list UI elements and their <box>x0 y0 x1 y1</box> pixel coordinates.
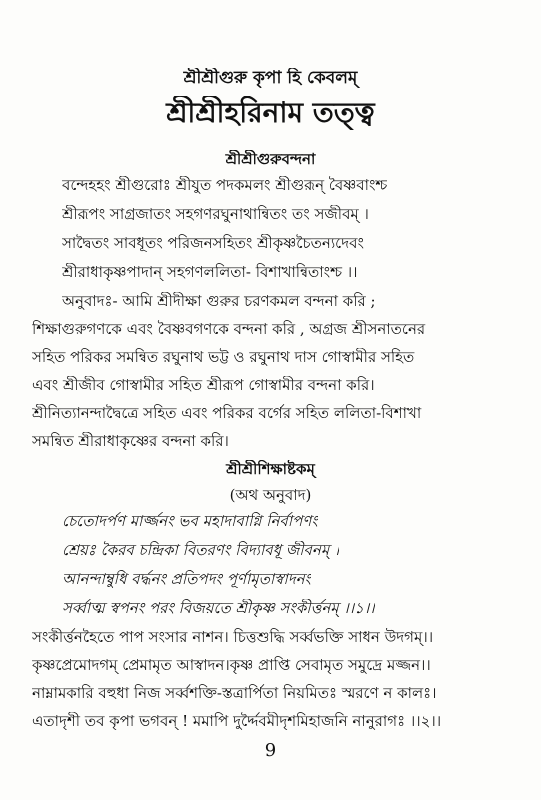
translation-line: সমন্বিত শ্রীরাধাকৃষ্ণের বন্দনা করি। <box>32 432 229 450</box>
translation-line: নাম্নামকারি বহুধা নিজ সর্ব্বশক্তি-স্তত্রার্পিতা নিয়মিতঃ স্মরণে ন কালঃ। <box>32 684 437 702</box>
verse-line: সর্ব্বাত্ম স্বপনং পরং বিজয়তে শ্রীকৃষ্ণ সংকীর্ত্তনম্ ।।১।। <box>62 599 375 617</box>
page-title: শ্রীশ্রীহরিনাম তত্ত্ব <box>166 96 375 129</box>
verse-line: শ্রীরাধাকৃষ্ণপাদান্ সহগণললিতা- বিশাখান্বিতাংশ্চ ।। <box>62 263 358 281</box>
verse-line: আনন্দাম্বুধি বর্দ্ধনং প্রতিপদং পূর্ণামৃতাস্বাদনং <box>62 570 311 588</box>
translation-line: সহিত পরিকর সমন্বিত রঘুনাথ ভট্ট ও রঘুনাথ দাস গোস্বামীর সহিত <box>32 348 415 366</box>
section-subtitle: (অথ অনুবাদ) <box>229 486 312 504</box>
verse-line: শ্রেয়ঃ কৈরব চন্দ্রিকা বিতরণং বিদ্যাবধূ জীবনম্ । <box>62 541 340 559</box>
translation-line: শিক্ষাগুরুগণকে এবং বৈষ্ণবগণকে বন্দনা করি , অগ্রজ শ্রীসনাতনের <box>32 320 426 338</box>
invocation-heading: শ্রীশ্রীগুরু কৃপা হি কেবলম্ <box>183 68 358 88</box>
verse-line: বন্দেহহং শ্রীগুরোঃ শ্রীযুত পদকমলং শ্রীগুরূন্ বৈষ্ণবাংশ্চ <box>62 176 388 194</box>
translation-line: এবং শ্রীজীব গোস্বামীর সহিত শ্রীরূপ গোস্বামীর বন্দনা করি। <box>32 376 375 394</box>
translation-line: সংকীর্ত্তনহৈতে পাপ সংসার নাশন। চিত্তশুদ্ধি সর্ব্বভক্তি সাধন উদগম্।। <box>32 628 434 646</box>
verse-line: চেতোদর্পণ মার্জ্জনং ভব মহাদাবাগ্নি নির্বাপণং <box>62 512 318 530</box>
verse-line: সাদ্বৈতং সাবধূতং পরিজনসহিতং শ্রীকৃষ্ণচৈতন্যদেবং <box>62 234 364 252</box>
page-number: 9 <box>264 740 277 761</box>
verse-line: শ্রীরূপং সাগ্রজাতং সহগণরঘুনাথান্বিতং তং সজীবম্ । <box>62 205 369 223</box>
translation-line: শ্রীনিত্যানন্দাদ্বৈত্রে সহিত এবং পরিকর বর্গের সহিত ললিতা-বিশাখা <box>32 404 422 422</box>
translation-line: কৃষ্ণপ্রেমোদগম্ প্রেমামৃত আস্বাদন।কৃষ্ণ প্রাপ্তি সেবামৃত সমুদ্রে মজ্জন।। <box>32 656 431 674</box>
section-title-shikshashtakam: শ্রীশ্রীশিক্ষাষ্টকম্ <box>226 460 315 478</box>
translation-line: এতাদৃশী তব কৃপা ভগবন্ ! মমাপি দুর্দ্দৈবমীদৃশমিহাজনি নানুরাগঃ ।।২।। <box>32 712 442 730</box>
section-title-guru-vandana: শ্রীশ্রীগুরুবন্দনা <box>225 150 316 168</box>
translation-line: অনুবাদঃ- আমি শ্রীদীক্ষা গুরুর চরণকমল বন্দনা করি ; <box>62 292 376 310</box>
